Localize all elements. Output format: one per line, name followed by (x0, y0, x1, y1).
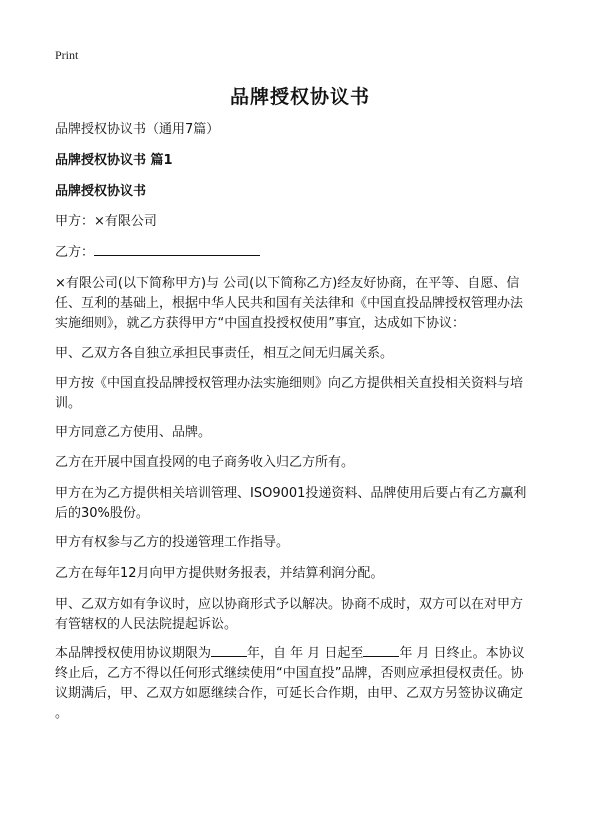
agreement-heading: 品牌授权协议书 (55, 184, 147, 199)
term-clause-part: 年，自 年 月 日起至 (247, 646, 364, 661)
clause-line: 甲方同意乙方使用、品牌。 (55, 425, 212, 440)
party-a-line: 甲方：×有限公司 (55, 214, 157, 229)
intro-line: 实施细则》，就乙方获得甲方“中国直投授权使用”事宜，达成如下协议： (55, 316, 465, 331)
party-b-label: 乙方： (55, 245, 95, 260)
print-label: Print (55, 48, 79, 62)
party-b-line (55, 243, 539, 263)
clause-line: 甲方在为乙方提供相关培训管理、ISO9001投递资料、品牌使用后要占有乙方赢利 (55, 486, 527, 501)
term-clause-line: 议期满后，甲、乙双方如愿继续合作，可延长合作期，由甲、乙双方另签协议确定 (55, 686, 524, 701)
clause-line: 乙方在开展中国直投网的电子商务收入归乙方所有。 (55, 455, 355, 470)
clause-line: 训。 (55, 396, 82, 411)
clause-line: 有管辖权的人民法院提起诉讼。 (55, 617, 238, 632)
section-heading: 品牌授权协议书 篇1 (55, 153, 173, 168)
term-years-blank (211, 644, 247, 657)
party-b-blank (94, 243, 260, 256)
term-clause-line: 。 (55, 706, 69, 721)
term-clause-line: 终止后，乙方不得以任何形式继续使用“中国直投”品牌，否则应承担侵权责任。协 (55, 666, 524, 681)
term-end-blank (363, 644, 399, 657)
clause-line: 甲、乙双方各自独立承担民事责任，相互之间无归属关系。 (55, 346, 394, 361)
document-subtitle: 品牌授权协议书（通用7篇） (55, 122, 220, 137)
intro-line: ×有限公司(以下简称甲方)与 公司(以下简称乙方)经友好协商，在平等、自愿、信 (55, 276, 520, 291)
clause-line: 后的30%股份。 (55, 506, 149, 521)
term-clause-part: 年 月 日终止。本协议 (399, 646, 525, 661)
clause-line: 甲、乙双方如有争议时，应以协商形式予以解决。协商不成时，双方可以在对甲方 (55, 597, 524, 612)
term-clause-part: 本品牌授权使用协议期限为 (55, 646, 212, 661)
term-clause-line (55, 644, 539, 664)
clause-line: 甲方有权参与乙方的投递管理工作指导。 (55, 535, 290, 550)
clause-line: 乙方在每年12月向甲方提供财务报表，并结算利润分配。 (55, 566, 384, 581)
document-title: 品牌授权协议书 (229, 86, 370, 108)
clause-line: 甲方按《中国直投品牌授权管理办法实施细则》向乙方提供相关直投相关资料与培 (55, 376, 524, 391)
intro-line: 任、互利的基础上，根据中华人民共和国有关法律和《中国直投品牌授权管理办法 (55, 296, 524, 311)
